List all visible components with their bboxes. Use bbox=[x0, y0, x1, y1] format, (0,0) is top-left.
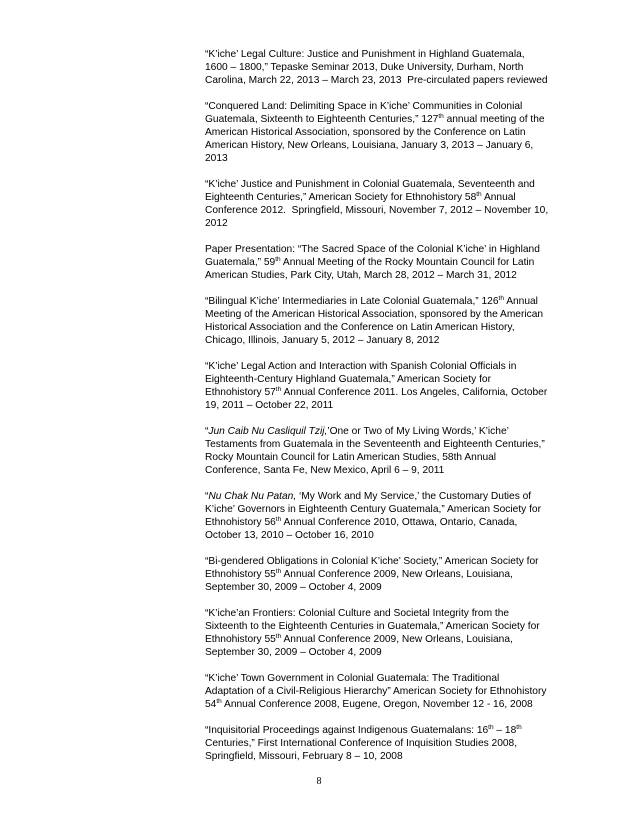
entry-text: Annual Conference 2011. Los Angeles, California, October 19, 2011 – October 22, 2011 bbox=[205, 387, 551, 411]
entry-text: Annual Meeting of the Rocky Mountain Council for Latin American Studies, Park City, Utah, March 28, 2012 – March 31, 2012 bbox=[205, 257, 537, 281]
entry-text: “K’iche’ Justice and Punishment in Colonial Guatemala, Seventeenth and Eighteenth Centuries,” American Society for Ethnohistory 58 bbox=[205, 179, 538, 203]
superscript: th bbox=[498, 295, 504, 302]
entry-text: Annual Conference 2009, New Orleans, Louisiana, September 30, 2009 – October 4, 2009 bbox=[205, 634, 516, 658]
italic-title: Jun Caib Nu Casliquil Tzij, bbox=[208, 426, 328, 437]
list-item bbox=[205, 425, 550, 477]
entry-text: Annual Meeting of the American Historical Association, sponsored by the American Historical Association and the Conference on Latin American History, Chicago, Illinois, January 5, 2012 – January 8, 2012 bbox=[205, 296, 546, 346]
superscript: th bbox=[216, 698, 222, 705]
entry-text: Annual Conference 2010, Ottawa, Ontario, Canada, October 13, 2010 – October 16, 2010 bbox=[205, 517, 521, 541]
entry-text: “Bi-gendered Obligations in Colonial K’iche’ Society,” American Society for Ethnohistory 55 bbox=[205, 556, 542, 580]
list-item bbox=[205, 607, 550, 659]
list-item bbox=[205, 295, 550, 347]
entry-text: ’One or Two of My Living Words,’ K’iche’ Testaments from Guatemala in the Seventeenth and Eighteenth Centuries,” Rocky Mountain Council for Latin American Studies, 58th Annual Conference, Santa Fe, New Mexico, April 6 – 9, 2011 bbox=[205, 426, 548, 476]
entry-text: Annual Conference 2008, Eugene, Oregon, November 12 - 16, 2008 bbox=[221, 699, 533, 710]
entry-text: “K’iche’an Frontiers: Colonial Culture and Societal Integrity from the Sixteenth to the Eighteenth Centuries in Guatemala,” American Society for Ethnohistory 55 bbox=[205, 608, 543, 645]
entry-text: Annual Conference 2009, New Orleans, Louisiana, September 30, 2009 – October 4, 2009 bbox=[205, 569, 516, 593]
superscript: th bbox=[516, 724, 522, 731]
entry-text: “K’iche’ Town Government in Colonial Guatemala: The Traditional Adaptation of a Civil-Religious Hierarchy” American Society for Ethnohistory 54 bbox=[205, 673, 550, 710]
list-item bbox=[205, 555, 550, 594]
superscript: th bbox=[275, 516, 282, 523]
italic-title: Nu Chak Nu Patan, bbox=[208, 491, 297, 502]
entry-text: Paper Presentation: “The Sacred Space of the Colonial K’iche’ in Highland Guatemala,” 59 bbox=[205, 244, 543, 268]
superscript: th bbox=[476, 191, 482, 198]
superscript: th bbox=[438, 113, 444, 120]
superscript: th bbox=[275, 386, 282, 393]
list-item bbox=[205, 178, 550, 230]
list-item bbox=[205, 490, 550, 542]
list-item bbox=[205, 100, 550, 165]
conference-presentations-list bbox=[205, 48, 550, 776]
entry-text: ‘My Work and My Service,’ the Customary Duties of K’iche’ Governors in Eighteenth Century Guatemala,” American Society for Ethnohistory 56 bbox=[205, 491, 544, 528]
entry-text: Centuries,” First International Conference of Inquisition Studies 2008, Springfield, Missouri, February 8 – 10, 2008 bbox=[205, 725, 525, 762]
entry-text: “ bbox=[205, 426, 209, 437]
list-item bbox=[205, 243, 550, 282]
superscript: th bbox=[275, 256, 281, 263]
entry-text: Annual Conference 2012. Springfield, Missouri, November 7, 2012 – November 10, 2012 bbox=[205, 192, 552, 229]
entry-text: “Conquered Land: Delimiting Space in K’iche’ Communities in Colonial Guatemala, Sixteenth to Eighteenth Centuries,” 127 bbox=[205, 101, 526, 125]
entry-text: “K’iche’ Legal Action and Interaction with Spanish Colonial Officials in Eighteenth-Century Highland Guatemala,” American Society for Ethnohistory 57 bbox=[205, 361, 520, 398]
page-number: 8 bbox=[316, 776, 322, 787]
entry-text: “K’iche’ Legal Culture: Justice and Punishment in Highland Guatemala, 1600 – 1800,” Tepaske Seminar 2013, Duke University, Durham, North Carolina, March 22, 2013 – March 23, 2013 Pre-circulated papers reviewed bbox=[205, 49, 548, 86]
superscript: th bbox=[488, 724, 494, 731]
superscript: th bbox=[275, 633, 282, 640]
superscript: th bbox=[275, 568, 282, 575]
entry-text: “ bbox=[205, 491, 209, 502]
list-item bbox=[205, 48, 550, 87]
entry-text: “Inquisitorial Proceedings against Indigenous Guatemalans: 16 bbox=[205, 725, 489, 736]
list-item bbox=[205, 360, 550, 412]
entry-text: “Bilingual K’iche’ Intermediaries in Late Colonial Guatemala,” 126 bbox=[205, 296, 499, 307]
list-item bbox=[205, 724, 550, 763]
entry-text: – 18 bbox=[493, 725, 517, 736]
entry-text: annual meeting of the American Historical Association, sponsored by the Conference on Latin American History, New Orleans, Louisiana, January 3, 2013 – January 6, 2013 bbox=[205, 114, 547, 164]
list-item bbox=[205, 672, 550, 711]
